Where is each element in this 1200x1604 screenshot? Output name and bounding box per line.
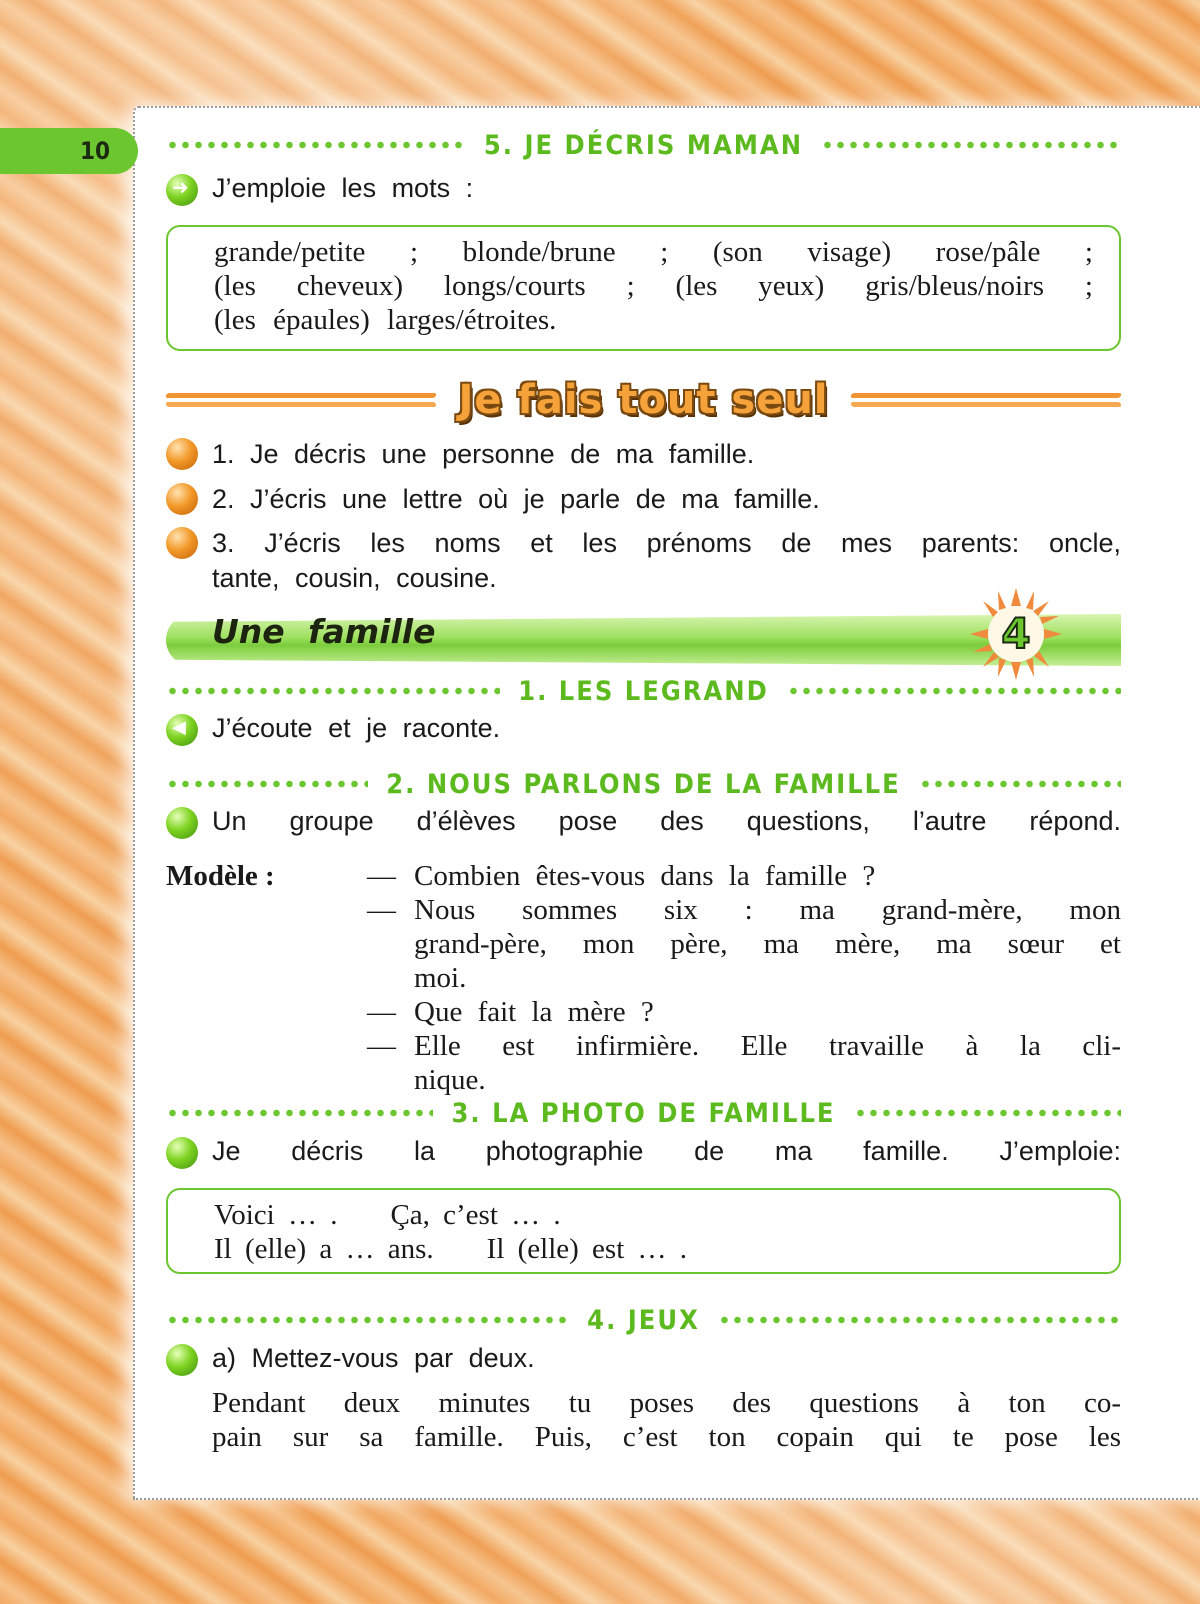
model-label: Modèle : xyxy=(166,860,275,892)
dotted-rule xyxy=(166,141,466,149)
orange-bullet-icon xyxy=(166,527,198,559)
unit-title: Une famille xyxy=(212,612,436,651)
section-header-les-legrand xyxy=(166,673,1121,709)
dialogue-line: — Combien êtes-vous dans la famille ? xyxy=(367,860,876,892)
task-item-continuation: tante, cousin, cousine. xyxy=(212,563,497,593)
instruction-line xyxy=(166,806,1121,839)
instruction-text: J’emploie les mots : xyxy=(212,173,474,203)
page-number: 10 xyxy=(80,137,111,165)
dotted-rule xyxy=(166,687,500,695)
task-item: 2. J’écris une lettre où je parle de ma famille. xyxy=(166,482,1121,516)
task-item: 1. Je décris une personne de ma famille. xyxy=(166,437,1121,471)
dotted-rule xyxy=(166,1316,569,1324)
je-fais-tout-seul-title: Je fais tout seul xyxy=(458,377,829,423)
green-bullet-icon xyxy=(166,1344,198,1376)
vocab-line: (les cheveux) longs/courts ; (les yeux) gris/bleus/noirs ; xyxy=(214,270,1093,302)
vocab-line: (les épaules) larges/étroites. xyxy=(214,304,557,336)
green-bullet-icon xyxy=(166,1137,198,1169)
instruction-text: a) Mettez-vous par deux. xyxy=(212,1343,535,1373)
instruction-line xyxy=(166,173,1121,206)
vocabulary-box xyxy=(166,225,1121,351)
section-title: 4. JEUX xyxy=(587,1304,700,1336)
phrase-line: Il (elle) a … ans. Il (elle) est … . xyxy=(214,1233,688,1265)
dotted-rule xyxy=(854,1109,1121,1117)
green-bullet-icon xyxy=(166,807,198,839)
instruction-line xyxy=(166,1343,1121,1376)
dotted-rule xyxy=(718,1316,1121,1324)
orange-brush-stroke xyxy=(166,389,436,411)
instruction-text: J’écoute et je raconte. xyxy=(212,713,501,743)
dialogue-line: nique. xyxy=(414,1064,486,1096)
dialogue-line: grand-père, mon père, ma mère, ma sœur et xyxy=(414,928,1121,960)
orange-bullet-icon xyxy=(166,438,198,470)
dialogue-line: — Elle est infirmière. Elle travaille à la cli- xyxy=(367,1030,1121,1062)
text-line: pain sur sa famille. Puis, c’est ton copain qui te pose les xyxy=(212,1421,1121,1453)
dotted-rule xyxy=(821,141,1121,149)
text-line: Pendant deux minutes tu poses des questions à ton co- xyxy=(212,1387,1121,1419)
vocab-line: grande/petite ; blonde/brune ; (son visage) rose/pâle ; xyxy=(214,236,1093,268)
je-fais-tout-seul-header xyxy=(166,377,1121,423)
dialogue-line: moi. xyxy=(414,962,467,994)
dialogue-line: — Nous sommes six : ma grand-mère, mon xyxy=(367,894,1121,926)
section-header-je-decris-maman xyxy=(166,127,1121,163)
instruction-text: Je décris la photographie de ma famille. J’emploie: xyxy=(212,1136,1121,1166)
phrase-line: Voici … . Ça, c’est … . xyxy=(214,1199,561,1231)
dotted-rule xyxy=(919,780,1121,788)
dotted-rule xyxy=(166,1109,433,1117)
section-title: 3. LA PHOTO DE FAMILLE xyxy=(451,1097,836,1129)
instruction-line xyxy=(166,1136,1121,1169)
dotted-rule xyxy=(166,780,368,788)
instruction-text: Un groupe d’élèves pose des questions, l’autre répond. xyxy=(212,806,1121,836)
task-item: 3. J’écris les noms et les prénoms de mes parents: oncle, xyxy=(166,526,1121,560)
unit-number-badge xyxy=(968,586,1064,682)
unit-number: 4 xyxy=(1001,609,1031,658)
phrase-box xyxy=(166,1188,1121,1274)
section-title: 1. LES LEGRAND xyxy=(518,675,769,707)
section-header-la-photo xyxy=(166,1095,1121,1131)
page-number-tab xyxy=(0,128,138,174)
arrow-icon xyxy=(166,174,198,206)
section-title: 2. NOUS PARLONS DE LA FAMILLE xyxy=(386,768,901,800)
orange-brush-stroke xyxy=(851,389,1121,411)
dialogue-line: — Que fait la mère ? xyxy=(367,996,654,1028)
dotted-rule xyxy=(787,687,1121,695)
orange-bullet-icon xyxy=(166,483,198,515)
speaker-icon[interactable] xyxy=(166,714,198,746)
instruction-line xyxy=(166,713,1121,746)
section-header-nous-parlons xyxy=(166,766,1121,802)
section-title: 5. JE DÉCRIS MAMAN xyxy=(483,129,804,161)
section-header-jeux xyxy=(166,1302,1121,1338)
jeux-text xyxy=(212,1386,1121,1454)
